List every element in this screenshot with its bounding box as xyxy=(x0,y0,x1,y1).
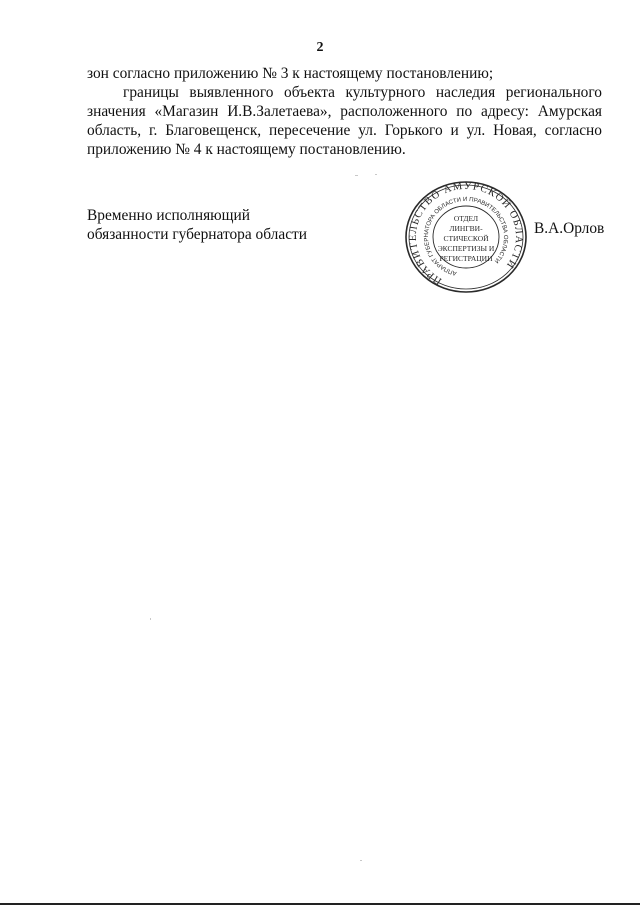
scan-speck xyxy=(360,860,362,861)
stamp-center-line-4: ЭКСПЕРТИЗЫ И xyxy=(437,244,495,253)
official-stamp xyxy=(404,181,528,293)
paragraph-2-line-3: область, г. Благовещенск, пересечение ул. Горького и ул. Новая, согласно xyxy=(87,122,602,139)
stamp-center-line-2: ЛИНГВИ- xyxy=(449,224,483,233)
signature-position xyxy=(87,206,307,244)
page-number: 2 xyxy=(316,40,324,55)
stamp-center-line-3: СТИЧЕСКОЙ xyxy=(443,234,489,243)
signature-position-line-1: Временно исполняющий xyxy=(87,207,250,224)
signatory-name: В.А.Орлов xyxy=(534,220,605,237)
scan-speck xyxy=(150,618,151,620)
paragraph-2-line-4: приложению № 4 к настоящему постановлению. xyxy=(87,141,406,158)
paragraph-2-line-1: границы выявленного объекта культурного наследия регионального xyxy=(123,84,602,101)
paragraph-2 xyxy=(87,83,602,159)
svg-text:АППАРАТ ГУБЕРНАТОРА ОБЛАСТИ И: АППАРАТ ГУБЕРНАТОРА ОБЛАСТИ И ПРАВИТЕЛЬСТВА ОБЛАСТИ xyxy=(423,196,509,276)
signature-position-line-2: обязанности губернатора области xyxy=(87,226,307,243)
svg-text:ПРАВИТЕЛЬСТВО АМУРСКОЙ ОБЛАСТИ: ПРАВИТЕЛЬСТВО АМУРСКОЙ ОБЛАСТИ xyxy=(407,181,525,287)
paragraph-1 xyxy=(87,64,602,83)
scan-speck xyxy=(375,174,377,175)
scan-speck xyxy=(355,175,358,176)
paragraph-2-line-2: значения «Магазин И.В.Залетаева», расположенного по адресу: Амурская xyxy=(87,103,602,120)
stamp-seal-icon xyxy=(404,181,528,293)
stamp-center-line-1: ОТДЕЛ xyxy=(453,214,479,223)
paragraph-1-line-1: зон согласно приложению № 3 к настоящему постановлению; xyxy=(87,65,494,82)
stamp-center-line-5: РЕГИСТРАЦИИ xyxy=(439,254,493,263)
